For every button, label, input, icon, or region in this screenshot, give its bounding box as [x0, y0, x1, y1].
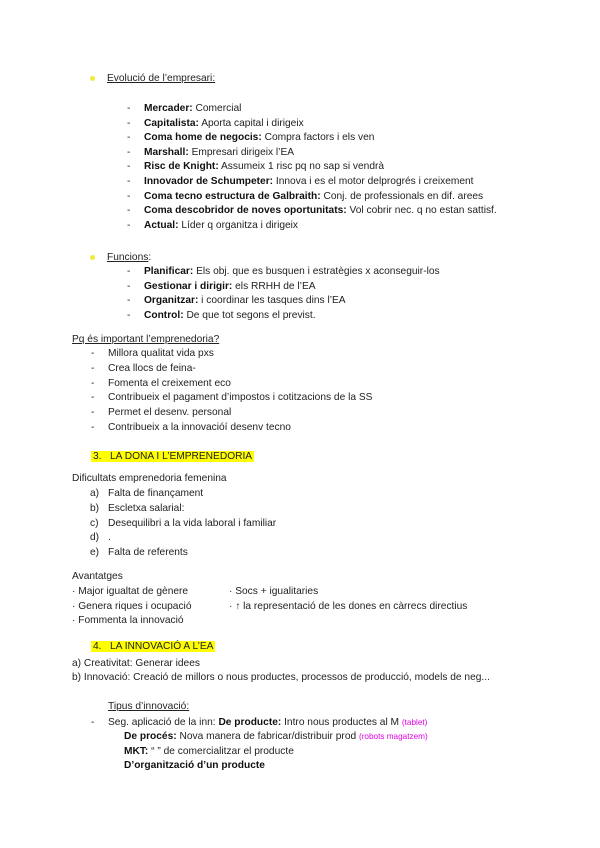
innovacio-line: b) Innovació: Creació de millors o nous productes, processos de producció, models de neg... — [72, 672, 490, 683]
section4-heading — [91, 640, 215, 653]
funcions-item — [144, 294, 346, 307]
evolucio-item — [144, 102, 241, 115]
evolucio-desc: Comercial — [192, 103, 242, 114]
list-dash: - — [91, 407, 95, 419]
mkt-desc: “ ” de comercialitzar el producte — [148, 746, 294, 757]
mkt-line — [124, 745, 294, 758]
section3-heading — [91, 450, 254, 463]
list-dash: - — [127, 280, 131, 292]
proces-desc: Nova manera de fabricar/distribuir prod — [176, 731, 359, 742]
bullet-dot-icon — [90, 255, 95, 260]
evolucio-item — [144, 160, 384, 173]
section4-number: 4. — [93, 641, 102, 652]
importancia-item: Contribueix a la innovacióí desenv tecno — [108, 422, 291, 433]
dificultat-text: Falta de finançament — [108, 488, 204, 499]
list-dash: - — [91, 422, 95, 433]
evolucio-desc: Líder q organitza i dirigeix — [178, 219, 299, 231]
list-dash: - — [127, 146, 131, 158]
importancia-heading: Pq és important l’emprenedoria? — [72, 334, 220, 345]
avantatge-left-item: · Major igualtat de gènere — [72, 586, 189, 597]
tipus-heading: Tipus d’innovació: — [108, 701, 190, 712]
list-dash: - — [127, 176, 131, 187]
org-line — [124, 759, 265, 772]
evolucio-desc: Empresari dirigeix l’EA — [188, 146, 295, 158]
avantatge-left-item: · Genera riques i ocupació — [72, 600, 192, 612]
funcions-item — [144, 309, 316, 322]
dificultat-text: Desequilibri a la vida laboral i familiar — [108, 517, 277, 529]
evolucio-desc: Vol cobrir nec. q no estan sattisf. — [346, 205, 497, 217]
evolucio-item — [144, 219, 298, 232]
funcions-term: Planificar: — [144, 266, 194, 277]
section3-heading-highlight — [91, 451, 254, 462]
section4-title: LA INNOVACIÓ A L’EA — [110, 641, 214, 652]
funcions-heading: Funcions — [107, 252, 149, 263]
proces-line — [124, 730, 428, 743]
dificultats-heading: Dificultats emprenedoria femenina — [72, 473, 227, 484]
list-dash: - — [127, 309, 131, 321]
list-dash: - — [127, 132, 131, 144]
seg-prefix: Seg. aplicació de la inn: — [108, 717, 219, 728]
bullet-dot-icon — [90, 76, 95, 81]
importancia-item: Crea llocs de feina- — [108, 362, 196, 374]
evolucio-term: Marshall: — [144, 146, 189, 158]
funcions-term: Organitzar: — [144, 295, 199, 307]
evolucio-item — [144, 146, 294, 159]
funcions-item — [144, 265, 440, 278]
evolucio-term: Mercader: — [144, 103, 193, 114]
dificultat-letter: c) — [90, 517, 99, 529]
dificultat-letter: d) — [90, 532, 100, 544]
evolucio-desc: Compra factors i els ven — [261, 132, 375, 144]
proces-term: De procés: — [124, 731, 177, 742]
seg-term: De producte: — [218, 717, 282, 728]
evolucio-term: Capitalista: — [144, 117, 199, 129]
dificultat-letter: e) — [90, 547, 100, 559]
section3-number: 3. — [93, 451, 102, 462]
list-dash: - — [127, 103, 131, 114]
creativitat-line: a) Creativitat: Generar idees — [72, 658, 200, 669]
funcions-desc: Els obj. que es busquen i estratègies x aconseguir-los — [193, 266, 440, 277]
list-dash: - — [127, 266, 131, 277]
funcions-desc: De que tot segons el previst. — [183, 309, 316, 321]
list-dash: - — [127, 161, 131, 173]
list-dash: - — [91, 377, 95, 389]
funcions-item — [144, 280, 316, 293]
dificultat-text: Falta de referents — [108, 547, 188, 559]
mkt-term: MKT: — [124, 746, 149, 757]
list-dash: - — [91, 362, 95, 374]
dificultat-letter: a) — [90, 488, 100, 499]
funcions-term: Control: — [144, 309, 184, 321]
evolucio-term: Innovador de Schumpeter: — [144, 176, 274, 187]
evolucio-term: Coma home de negocis: — [144, 132, 262, 144]
dificultat-text: Escletxa salarial: — [108, 502, 185, 514]
proces-note: (robots magatzem) — [358, 732, 428, 741]
seg-desc: Intro nous productes al M — [281, 717, 402, 728]
avantatge-right-item: · ↑ la representació de les dones en càrrecs directius — [229, 600, 468, 612]
funcions-colon: : — [148, 252, 152, 263]
evolucio-term: Actual: — [144, 219, 179, 231]
evolucio-heading: Evolució de l’empresari: — [107, 73, 216, 84]
evolucio-desc: Conj. de professionals en dif. arees — [320, 190, 484, 202]
importancia-item: Permet el desenv. personal — [108, 407, 232, 419]
evolucio-term: Risc de Knight: — [144, 161, 219, 173]
list-dash: - — [127, 295, 131, 307]
avantatge-right-item: · Socs + igualitaries — [229, 586, 319, 597]
evolucio-term: Coma tecno estructura de Galbraith: — [144, 190, 321, 202]
evolucio-item — [144, 131, 374, 144]
funcions-term: Gestionar i dirigir: — [144, 280, 233, 292]
section4-heading-highlight — [91, 641, 215, 652]
section3-title: LA DONA I L’EMPRENEDORIA — [110, 451, 253, 462]
org-term: D’organització d’un producte — [124, 760, 265, 771]
evolucio-desc: Aporta capital i dirigeix — [198, 117, 304, 129]
evolucio-term: Coma descobridor de noves oportunitats: — [144, 205, 347, 217]
evolucio-desc: Innova i es el motor delprogrés i creixement — [273, 176, 474, 187]
seg-line — [108, 716, 427, 729]
evolucio-desc: Assumeix 1 risc pq no sap si vendrà — [218, 161, 385, 173]
avantatge-left-item: · Fommenta la innovació — [72, 615, 184, 627]
evolucio-item — [144, 117, 304, 130]
importancia-item: Millora qualitat vida pxs — [108, 348, 214, 359]
funcions-desc: i coordinar les tasques dins l’EA — [198, 295, 346, 307]
evolucio-item — [144, 204, 497, 217]
dificultat-letter: b) — [90, 502, 100, 514]
list-dash: - — [127, 205, 131, 217]
avantatges-heading: Avantatges — [72, 571, 123, 582]
funcions-heading-line — [107, 251, 151, 264]
list-dash: - — [91, 392, 95, 404]
list-dash: - — [91, 717, 95, 728]
evolucio-item — [144, 175, 474, 188]
dificultat-text: . — [108, 532, 111, 544]
evolucio-item — [144, 190, 483, 203]
list-dash: - — [127, 190, 131, 202]
list-dash: - — [127, 117, 131, 129]
importancia-item: Contribueix el pagament d’impostos i cotitzacions de la SS — [108, 392, 373, 404]
list-dash: - — [127, 219, 131, 231]
seg-note: (tablet) — [401, 718, 428, 727]
funcions-desc: els RRHH de l’EA — [232, 280, 316, 292]
importancia-item: Fomenta el creixement eco — [108, 377, 231, 389]
list-dash: - — [91, 348, 95, 359]
